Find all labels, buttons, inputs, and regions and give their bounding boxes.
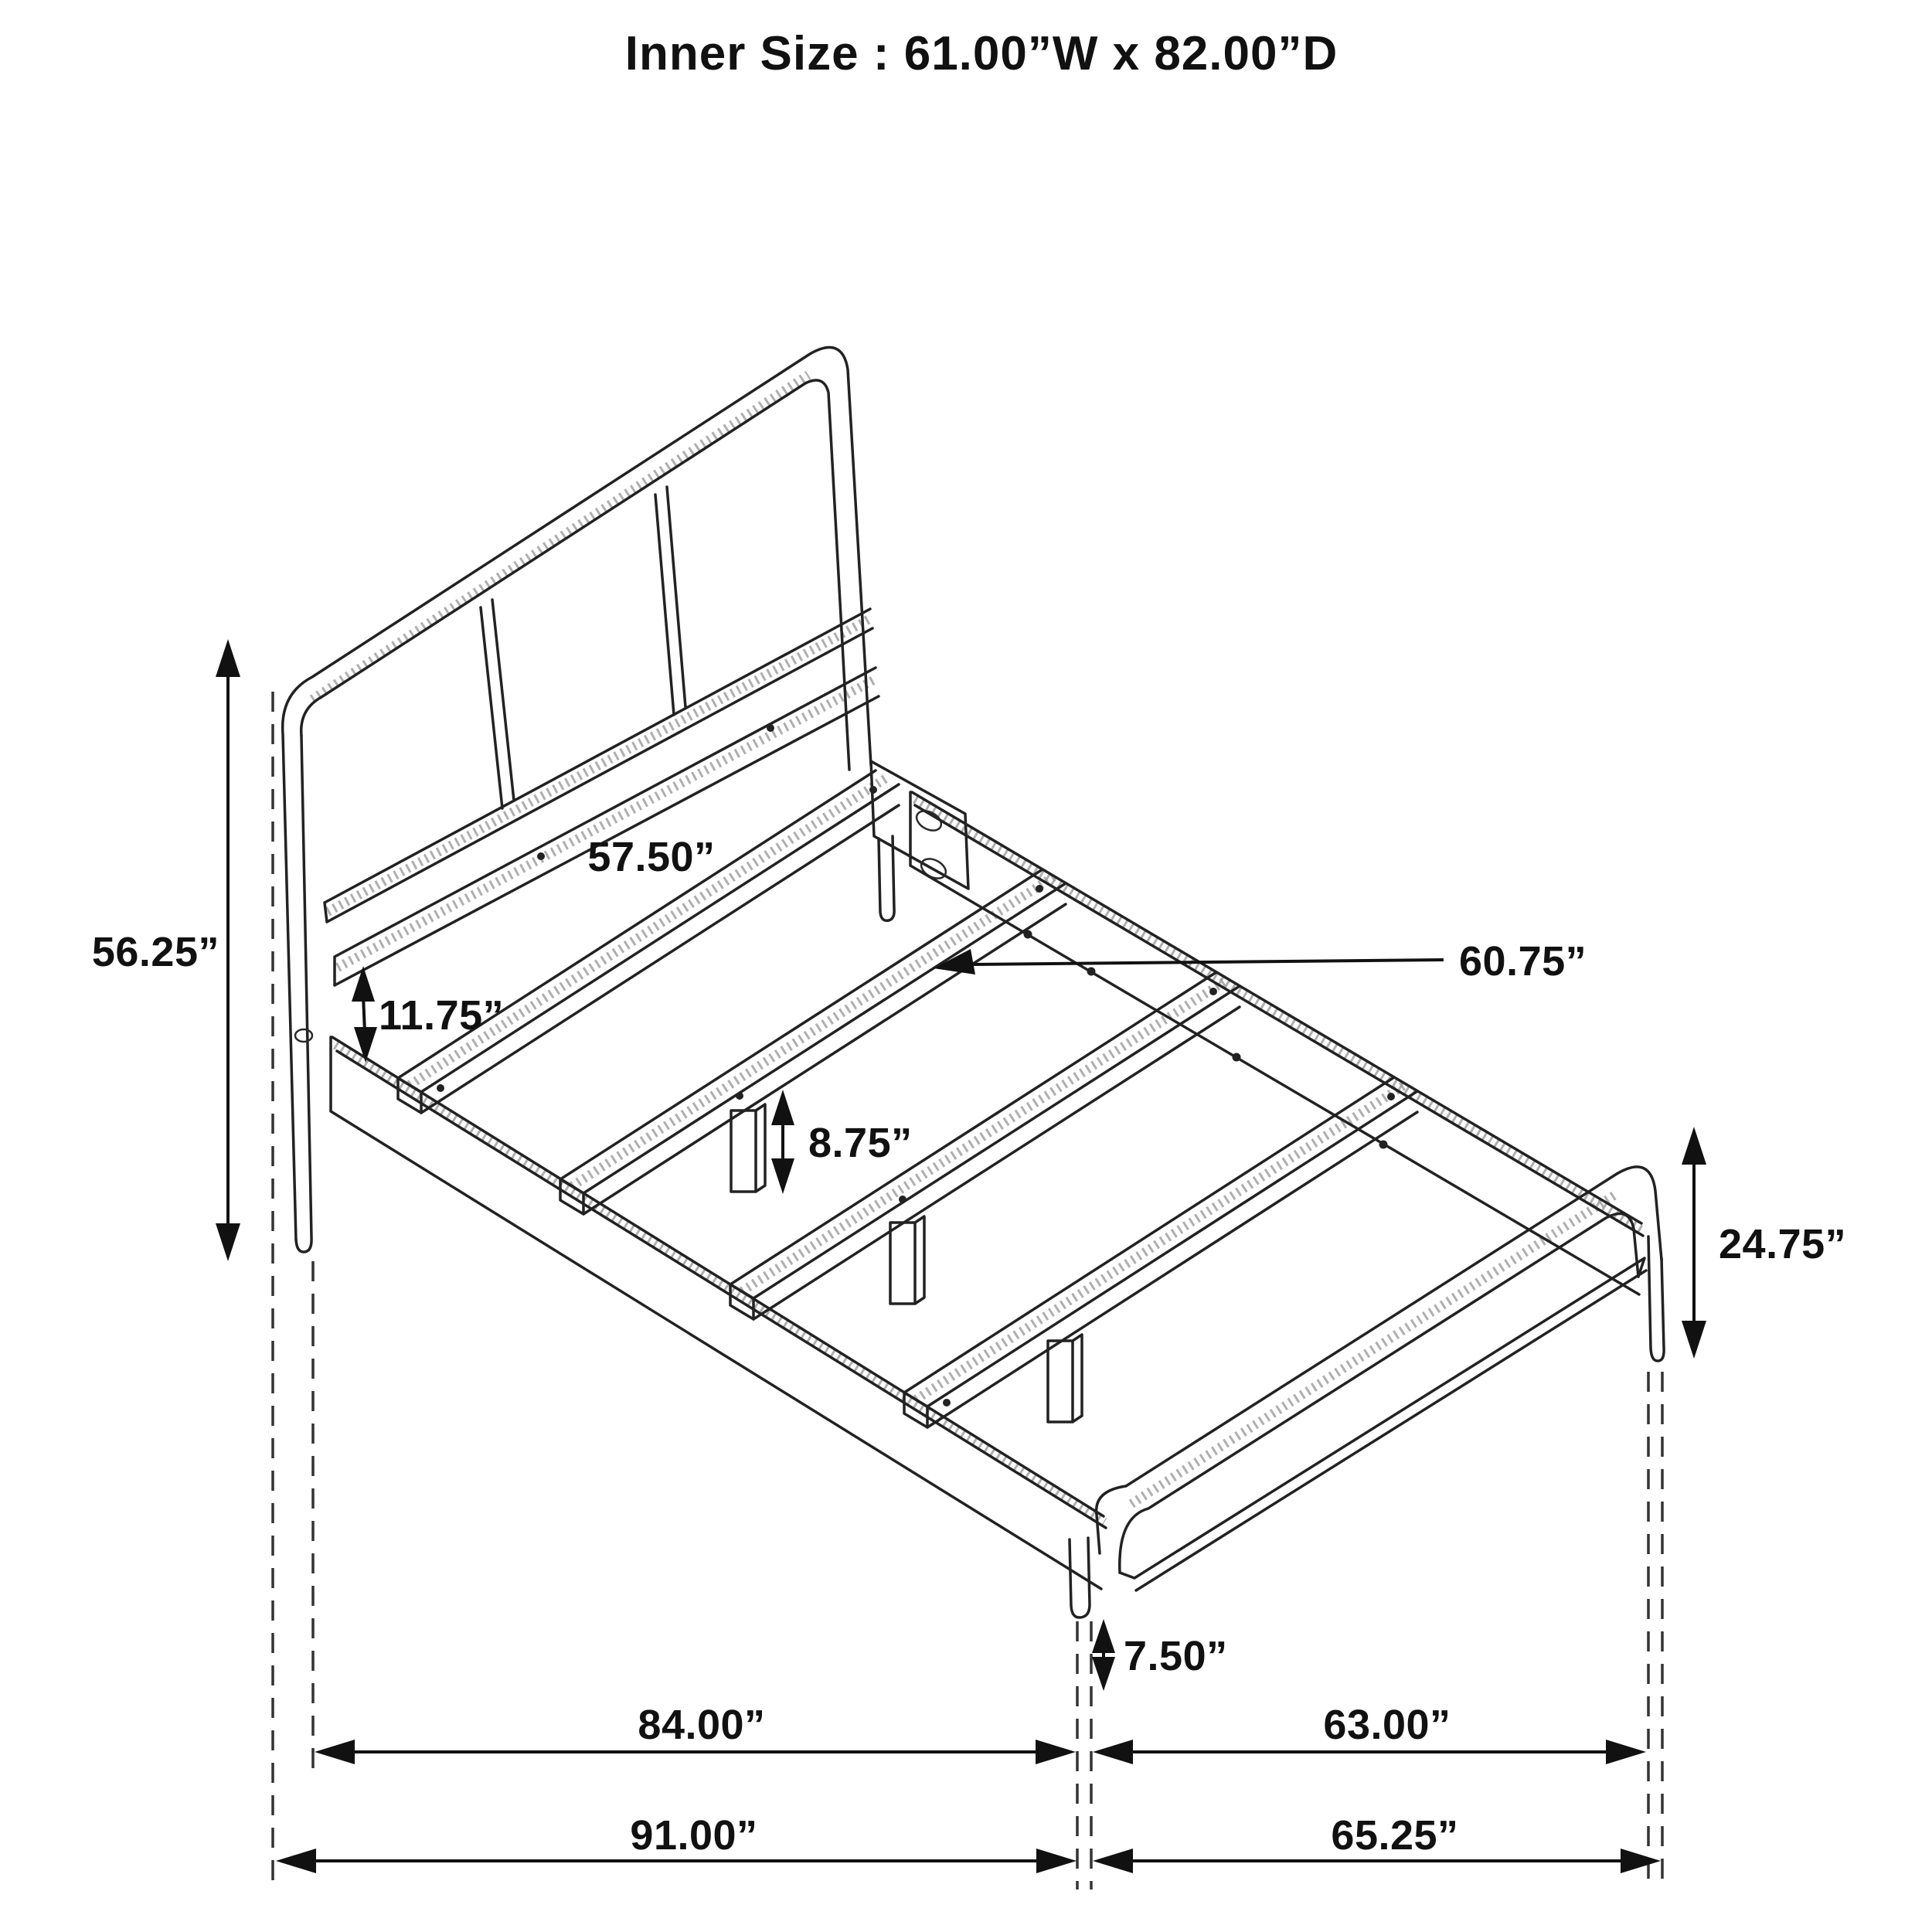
diagram-title: Inner Size : 61.00”W x 82.00”D bbox=[624, 27, 1338, 80]
footboard bbox=[1070, 1167, 1664, 1617]
dim-total-width: 65.25” bbox=[1331, 1812, 1459, 1859]
slat-3 bbox=[730, 972, 1240, 1319]
right-side-rail bbox=[910, 792, 1643, 1294]
dim-footboard-height: 24.75” bbox=[1719, 1221, 1847, 1267]
dim-total-length: 91.00” bbox=[630, 1812, 758, 1859]
headboard-right-leg bbox=[879, 836, 894, 920]
dim-slat-length: 60.75” bbox=[1459, 938, 1587, 985]
dim-headboard-width: 57.50” bbox=[587, 834, 716, 880]
left-side-rail bbox=[331, 1037, 1106, 1589]
dim-headboard-height: 56.25” bbox=[91, 929, 219, 975]
headboard-panel-divider-1 bbox=[481, 600, 514, 808]
dim-headboard-rail-gap: 11.75” bbox=[379, 992, 505, 1039]
dim-footboard-outer-width: 63.00” bbox=[1323, 1702, 1451, 1748]
headboard-cross-rail bbox=[335, 668, 879, 985]
dim-side-rail-length: 84.00” bbox=[638, 1702, 766, 1748]
headboard-panel-divider-2 bbox=[655, 487, 685, 715]
dimension-arrowheads bbox=[216, 639, 1706, 1873]
headboard-front-leg-top bbox=[295, 1029, 312, 1042]
dim-support-leg-height: 8.75” bbox=[808, 1120, 913, 1166]
headboard bbox=[283, 348, 968, 1253]
footboard-left-leg bbox=[1070, 1538, 1090, 1617]
dim-footboard-leg-height: 7.50” bbox=[1124, 1633, 1228, 1679]
